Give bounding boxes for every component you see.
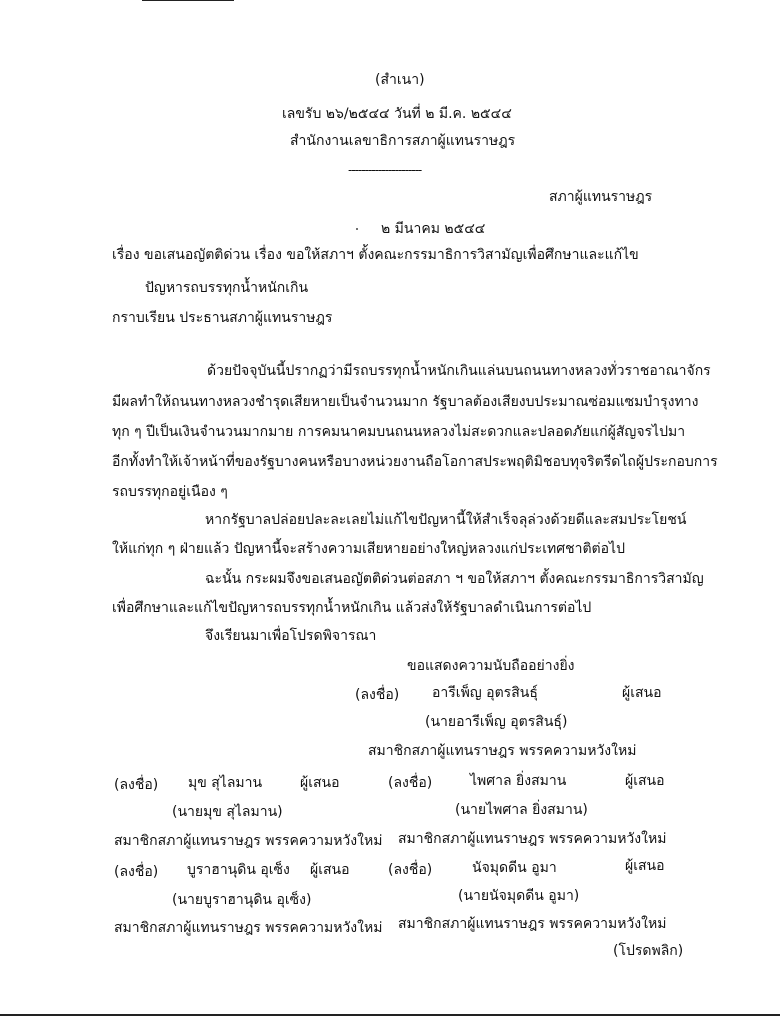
paragraph-1-line-2: มีผลทำให้ถนนทางหลวงชำรุดเสียหายเป็นจำนวนมาก รัฐบาลต้องเสียงบประมาณซ่อมแซมบำรุงทาง bbox=[112, 394, 699, 410]
signer-1-name: อารีเพ็ญ อุตรสินธุ์ bbox=[432, 685, 538, 701]
recipient-org: สภาผู้แทนราษฎร bbox=[549, 189, 653, 205]
sign-label-5: (ลงชื่อ) bbox=[388, 862, 433, 878]
signer-4-name: บูราฮานุดิน อุเซ็ง bbox=[187, 862, 290, 878]
proposer-label-3: ผู้เสนอ bbox=[625, 773, 665, 789]
subject-line-1: เรื่อง ขอเสนอญัตติด่วน เรื่อง ขอให้สภาฯ ตั้งคณะกรรมาธิการวิสามัญเพื่อศึกษาและแก้ไข bbox=[112, 247, 639, 263]
proposer-label-4: ผู้เสนอ bbox=[310, 862, 350, 878]
member-line-4: สมาชิกสภาผู้แทนราษฎร พรรคความหวังใหม่ bbox=[114, 920, 383, 936]
signer-2-full-name: (นายมุข สุไลมาน) bbox=[172, 804, 283, 820]
turn-over-note: (โปรดพลิก) bbox=[613, 943, 684, 959]
signer-5-name: นัจมุดดีน อูมา bbox=[472, 860, 557, 876]
signer-3-full-name: (นายไพศาล ยิ่งสมาน) bbox=[455, 802, 588, 818]
closing-request: จึงเรียนมาเพื่อโปรดพิจารณา bbox=[205, 628, 377, 644]
sign-label-1: (ลงชื่อ) bbox=[355, 687, 400, 703]
proposer-label-5: ผู้เสนอ bbox=[625, 858, 665, 874]
paragraph-1-line-5: รถบรรทุกอยู่เนือง ๆ bbox=[112, 484, 228, 500]
paragraph-2-line-2: ให้แก่ทุก ๆ ฝ่ายแล้ว ปัญหานี้จะสร้างความเสียหายอย่างใหญ่หลวงแก่ประเทศชาติต่อไป bbox=[112, 541, 625, 557]
scan-edge-mark bbox=[142, 0, 234, 1]
paragraph-3-line-2: เพื่อศึกษาและแก้ไขปัญหารถบรรทุกน้ำหนักเกิน แล้วส่งให้รัฐบาลดำเนินการต่อไป bbox=[112, 600, 592, 616]
salutation: กราบเรียน ประธานสภาผู้แทนราษฎร bbox=[112, 310, 333, 326]
member-line-5: สมาชิกสภาผู้แทนราษฎร พรรคความหวังใหม่ bbox=[398, 916, 667, 932]
signer-5-full-name: (นายนัจมุดดีน อูมา) bbox=[458, 888, 580, 904]
header-separator: ---------------------- bbox=[348, 163, 422, 177]
paragraph-1-line-1: ด้วยปัจจุบันนี้ปรากฏว่ามีรถบรรทุกน้ำหนักเกินแล่นบนถนนทางหลวงทั่วราชอาณาจักร bbox=[207, 363, 711, 379]
paragraph-2-line-1: หากรัฐบาลปล่อยปละละเลยไม่แก้ไขปัญหานี้ให้สำเร็จลุล่วงด้วยดีและสมประโยชน์ bbox=[205, 512, 687, 528]
sign-label-2: (ลงชื่อ) bbox=[114, 777, 159, 793]
signer-4-full-name: (นายบูราฮานุดิน อุเซ็ง) bbox=[172, 892, 312, 908]
signer-1-full-name: (นายอารีเพ็ญ อุตรสินธุ์) bbox=[425, 714, 568, 730]
closing-respect: ขอแสดงความนับถืออย่างยิ่ง bbox=[407, 658, 575, 674]
signer-2-name: มุข สุไลมาน bbox=[188, 775, 263, 791]
member-line-1: สมาชิกสภาผู้แทนราษฎร พรรคความหวังใหม่ bbox=[368, 743, 637, 759]
copy-label: (สำเนา) bbox=[375, 72, 425, 88]
stray-dot bbox=[356, 228, 358, 230]
paragraph-3-line-1: ฉะนั้น กระผมจึงขอเสนอญัตติด่วนต่อสภา ฯ ขอให้สภาฯ ตั้งคณะกรรมาธิการวิสามัญ bbox=[205, 571, 704, 587]
paragraph-1-line-4: อีกทั้งทำให้เจ้าหน้าที่ของรัฐบางคนหรือบางหน่วยงานถือโอกาสประพฤติมิชอบทุจริตรีดไถผู้ประกอบการ bbox=[112, 454, 718, 470]
paragraph-1-line-3: ทุก ๆ ปีเป็นเงินจำนวนมากมาย การคมนาคมบนถนนหลวงไม่สะดวกและปลอดภัยแก่ผู้สัญจรไปมา bbox=[112, 424, 686, 440]
member-line-2: สมาชิกสภาผู้แทนราษฎร พรรคความหวังใหม่ bbox=[114, 833, 383, 849]
proposer-label-1: ผู้เสนอ bbox=[622, 685, 662, 701]
receipt-line: เลขรับ ๒๖/๒๕๔๔ วันที่ ๒ มี.ค. ๒๕๔๔ bbox=[282, 106, 512, 122]
sign-label-3: (ลงชื่อ) bbox=[388, 775, 433, 791]
signer-3-name: ไพศาล ยิ่งสมาน bbox=[470, 773, 567, 789]
sign-label-4: (ลงชื่อ) bbox=[114, 864, 159, 880]
office-name: สำนักงานเลขาธิการสภาผู้แทนราษฎร bbox=[290, 133, 516, 149]
subject-line-2: ปัญหารถบรรทุกน้ำหนักเกิน bbox=[145, 280, 309, 296]
member-line-3: สมาชิกสภาผู้แทนราษฎร พรรคความหวังใหม่ bbox=[398, 831, 667, 847]
letter-date: ๒ มีนาคม ๒๕๔๔ bbox=[381, 221, 486, 237]
page-bottom-edge bbox=[0, 1014, 780, 1016]
proposer-label-2: ผู้เสนอ bbox=[300, 775, 340, 791]
